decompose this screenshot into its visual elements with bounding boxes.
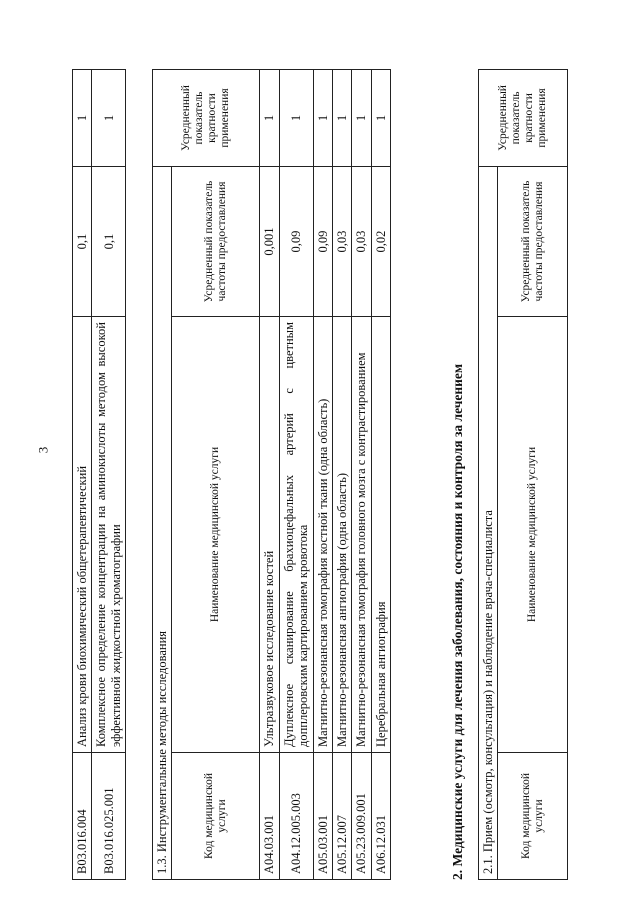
header-name: Наименование медицинской услуги xyxy=(498,317,568,753)
multiplicity-value: 1 xyxy=(352,70,371,167)
frequency-value: 0,001 xyxy=(260,167,279,317)
frequency-value: 0,1 xyxy=(73,167,92,317)
multiplicity-value: 1 xyxy=(313,70,332,167)
table-row xyxy=(73,70,92,880)
service-code: A05.03.001 xyxy=(313,753,332,880)
header-code: Код медицинской услуги xyxy=(498,753,568,880)
table-row xyxy=(92,70,126,880)
service-name: Магнитно-резонансная ангиография (одна область) xyxy=(332,317,351,753)
multiplicity-value: 1 xyxy=(371,70,390,167)
frequency-value: 0,09 xyxy=(279,167,313,317)
service-code: A06.12.031 xyxy=(371,753,390,880)
service-name: Церебральная ангиография xyxy=(371,317,390,753)
page-number: 3 xyxy=(35,446,51,454)
header-frequency: Усредненный показатель частоты предоставления xyxy=(172,167,260,317)
section-title-row xyxy=(479,69,498,879)
service-name: Комплексное определение концентрации на аминокислоты методом высокой эффективной жидкостной хроматографии xyxy=(92,317,126,753)
service-name: Магнитно-резонансная томография головного мозга с контрастированием xyxy=(352,317,371,753)
header-row xyxy=(498,69,568,879)
table-row xyxy=(371,70,390,880)
service-code: A05.12.007 xyxy=(332,753,351,880)
service-name: Ультразвуковое исследование костей xyxy=(260,317,279,753)
table-row xyxy=(352,70,371,880)
service-name: Магнитно-резонансная томография костной ткани (одна область) xyxy=(313,317,332,753)
multiplicity-value: 1 xyxy=(73,70,92,167)
section-title: 2.1. Прием (осмотр, консультация) и наблюдение врача-специалиста xyxy=(479,166,498,879)
header-name: Наименование медицинской услуги xyxy=(172,317,260,753)
frequency-value: 0,09 xyxy=(313,167,332,317)
table-instrumental xyxy=(152,69,391,880)
header-multiplicity: Усредненный показатель кратности применения xyxy=(153,70,260,167)
frequency-value: 0,03 xyxy=(332,167,351,317)
frequency-value: 0,02 xyxy=(371,167,390,317)
section-title-row xyxy=(153,70,172,880)
service-code: A05.23.009.001 xyxy=(352,753,371,880)
service-code: A04.03.001 xyxy=(260,753,279,880)
multiplicity-value: 1 xyxy=(332,70,351,167)
header-multiplicity: Усредненный показатель кратности применения xyxy=(479,69,568,166)
table-consultation xyxy=(478,69,568,880)
multiplicity-value: 1 xyxy=(279,70,313,167)
header-row xyxy=(172,70,260,880)
frequency-value: 0,03 xyxy=(352,167,371,317)
table-row xyxy=(313,70,332,880)
table-row xyxy=(260,70,279,880)
service-name: Дуплексное сканирование брахиоцефальных артерий с цветным допплеровским картированием кровотока xyxy=(279,317,313,753)
section-heading: 2. Медицинские услуги для лечения заболевания, состояния и контроля за лечением xyxy=(450,363,465,880)
frequency-value: 0,1 xyxy=(92,167,126,317)
header-code: Код медицинской услуги xyxy=(172,753,260,880)
rotated-content xyxy=(72,70,572,880)
service-name: Анализ крови биохимический общетерапевтический xyxy=(73,317,92,753)
service-code: A04.12.005.003 xyxy=(279,753,313,880)
table-row xyxy=(279,70,313,880)
table-row xyxy=(332,70,351,880)
service-code: B03.016.004 xyxy=(73,753,92,880)
multiplicity-value: 1 xyxy=(92,70,126,167)
section-title: 1.3. Инструментальные методы исследования xyxy=(153,167,172,880)
header-frequency: Усредненный показатель частоты предоставления xyxy=(498,166,568,316)
table-top xyxy=(72,69,126,880)
multiplicity-value: 1 xyxy=(260,70,279,167)
service-code: B03.016.025.001 xyxy=(92,753,126,880)
